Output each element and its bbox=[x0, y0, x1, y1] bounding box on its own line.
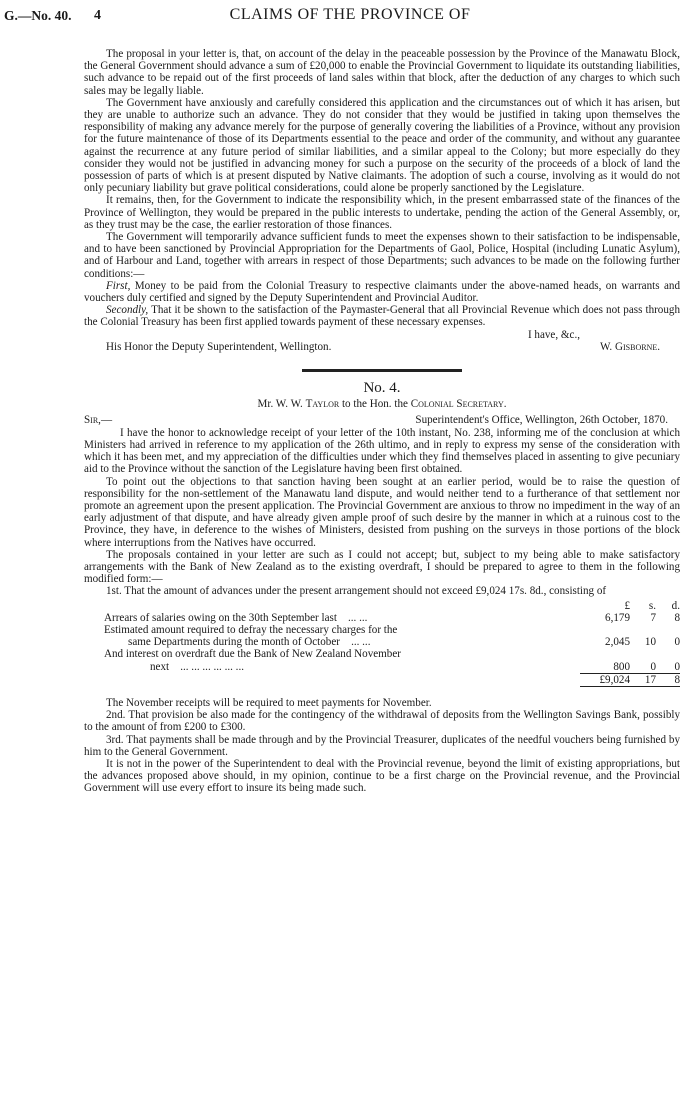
row-description: Estimated amount required to defray the necessary charges for the bbox=[104, 623, 398, 636]
document-body bbox=[84, 48, 680, 795]
section-divider bbox=[302, 369, 462, 372]
row-pounds: 2,045 bbox=[605, 636, 630, 649]
condition-label: Secondly, bbox=[106, 304, 149, 317]
row-shillings: 7 bbox=[650, 611, 656, 624]
row-description: next bbox=[150, 661, 170, 674]
row-leader-dots: ... ... bbox=[348, 611, 368, 624]
letter-title bbox=[84, 398, 680, 410]
table-total-row bbox=[84, 673, 680, 686]
signature: W. Gisborne. bbox=[599, 340, 660, 353]
row-pounds: 800 bbox=[613, 660, 630, 673]
closing: I have, &c., bbox=[527, 328, 580, 341]
paragraph: I have the honor to acknowledge receipt of your letter of the 10th instant, No. 238, informing me of the conclusion at which Ministers had arrived in reference to my application of the 26th ultimo, and in reply to express my sense of the consideration with which it has been met, and my appreciation of the difficulties under which they find themselves placed in assenting to give pecuniary aid to the Province without the sanction of the Legislature having been first obtained. bbox=[84, 426, 680, 476]
row-description: Arrears of salaries owing on the 30th September last bbox=[104, 611, 337, 624]
title-mid: to the Hon. the bbox=[339, 398, 411, 411]
document-reference: G.—No. 40. bbox=[4, 8, 72, 23]
paragraph: The Government will temporarily advance sufficient funds to meet the expenses shown to their satisfaction to be indispensable, and to have been sanctioned by Provincial Appropriation for the Departments of Gaol, Police, Hospital (including Lunatic Asylum), and of Harbour and Land, together with arrears in respect of those Departments; such advances to be made on the following further conditions:— bbox=[84, 231, 680, 280]
condition-text: That it be shown to the satisfaction of the Paymaster-General that all Provincial Revenue which does not pass through the Colonial Treasury has been first applied towards payment of these necessary expenses. bbox=[84, 304, 680, 329]
row-leader-dots: ... ... bbox=[351, 636, 371, 649]
paragraph: The Government have anxiously and carefully considered this application and the circumstances out of which it has arisen, but they are unable to authorize such an advance. They do not consider that they would be justified in taking upon themselves the responsibility of making any advance merely for the purpose of generally covering the liabilities of a Province, without any provision for the future maintenance of those of its Departments essential to the peace and order of the community, and without any guarantee against the recurrence at any future period of similar liabilities, and a similar appeal to the Colony; but more especially do they consider they would not be justified in advancing money for such a purpose on the security of the proceeds of a block of land the possession of parts of which is at present disputed by Native claimants. The adoption of such a course, involving as it would do not only pecuniary liability but grave political considerations, could alone be properly sanctioned by the Legislature. bbox=[84, 96, 680, 195]
page-header bbox=[4, 6, 696, 28]
condition-second bbox=[84, 304, 680, 328]
table-row bbox=[84, 612, 680, 624]
paragraph: The proposals contained in your letter are such as I could not accept; but, subject to my being able to make satisfactory arrangements with the Bank of New Zealand as to the existing overdraft, I should be prepared to agree to them in the following modified form:— bbox=[84, 548, 680, 586]
row-pence: 0 bbox=[674, 636, 680, 649]
row-pence: 8 bbox=[674, 611, 680, 624]
paragraph: It remains, then, for the Government to indicate the responsibility which, in the present embarrassed state of the finances of the Province of Wellington, they would be prepared in the public interests to undertake, pending the action of the General Assembly, or, as they trust may be the case, the earlier restoration of those finances. bbox=[84, 194, 680, 231]
paragraph: The proposal in your letter is, that, on account of the delay in the peaceable possession by the Province of the Manawatu Block, the General Government should advance a sum of £20,000 to enable the Provincial Government to liquidate its outstanding liabilities, such advance to be repaid out of the first proceeds of land sales within that block, after the deduction of any charges to which such sales may be legally liable. bbox=[84, 48, 680, 97]
total-pounds: £9,024 bbox=[580, 673, 630, 686]
row-leader-dots: ... ... ... ... ... ... bbox=[180, 661, 244, 674]
letter-2 bbox=[84, 382, 680, 795]
paragraph: It is not in the power of the Superintendent to deal with the Provincial revenue, beyond the limit of existing appropriations, but the advances proposed above should, in my opinion, continue to be a first charge on the Provincial revenue, and the Provincial Government will use every effort to insure its being made such. bbox=[84, 757, 680, 795]
paragraph: 2nd. That provision be also made for the contingency of the withdrawal of deposits from the Wellington Savings Bank, possibly to the amount of from £200 to £300. bbox=[84, 709, 680, 734]
page-number: 4 bbox=[94, 8, 101, 23]
total-shillings: 17 bbox=[630, 673, 656, 686]
paragraph: To point out the objections to that sanction having been sought at an earlier period, would be to raise the question of responsibility for the non-settlement of the Manawatu land dispute, and would neither tend to a furtherance of that settlement nor promote an agreement upon the present application. The Provincial Government are anxious to throw no impediment in the way of an early adjustment of that dispute, and have already given ample proof of such desire by the manner in which at a ruinous cost to the Province, they have, in deference to the wishes of Ministers, desisted from pushing on the surveys in those portions of the block where interruptions from the Natives have occurred. bbox=[84, 475, 680, 549]
table-row-continued bbox=[84, 636, 680, 648]
signature-block bbox=[84, 341, 680, 353]
condition-text: Money to be paid from the Colonial Treasury to respective claimants under the above-named heads, on warrants and vouchers duly certified and signed by the Deputy Superintendent and Provincial Auditor. bbox=[84, 279, 680, 305]
total-pence: 8 bbox=[656, 673, 680, 686]
col-pounds: £ bbox=[624, 599, 630, 612]
letter-number: No. 4. bbox=[363, 380, 401, 397]
table-header-row bbox=[84, 600, 680, 612]
row-pounds: 6,179 bbox=[605, 611, 630, 624]
condition-label: First, bbox=[106, 279, 131, 292]
col-pence: d. bbox=[671, 599, 680, 612]
running-title: CLAIMS OF THE PROVINCE OF bbox=[229, 6, 471, 23]
title-office: Colonial Secretary. bbox=[410, 398, 507, 411]
row-shillings: 10 bbox=[644, 636, 656, 649]
table-row-continued bbox=[84, 661, 680, 674]
letter-1 bbox=[84, 48, 680, 353]
salutation-line bbox=[84, 414, 680, 426]
paragraph: The November receipts will be required to meet payments for November. bbox=[106, 696, 432, 709]
col-shillings: s. bbox=[648, 599, 656, 612]
advances-table bbox=[84, 600, 680, 687]
row-pence: 0 bbox=[674, 660, 680, 673]
title-name: Taylor bbox=[305, 398, 340, 411]
row-description: And interest on overdraft due the Bank of New Zealand November bbox=[104, 648, 401, 661]
title-prefix: Mr. W. W. bbox=[257, 398, 306, 411]
table-row bbox=[84, 648, 680, 660]
paragraph: 1st. That the amount of advances under the present arrangement should not exceed £9,024 17s. 8d., consisting of bbox=[106, 585, 607, 598]
salutation: Sir,— bbox=[84, 414, 113, 427]
row-description: same Departments during the month of October bbox=[128, 636, 340, 649]
condition-first bbox=[84, 280, 680, 304]
table-row bbox=[84, 624, 680, 636]
row-shillings: 0 bbox=[650, 660, 656, 673]
paragraph: 3rd. That payments shall be made through and by the Provincial Treasurer, duplicates of the needful vouchers being furnished by him to the General Government. bbox=[84, 733, 680, 758]
place-date: Superintendent's Office, Wellington, 26th October, 1870. bbox=[415, 414, 668, 427]
addressee: His Honor the Deputy Superintendent, Wellington. bbox=[106, 340, 332, 353]
